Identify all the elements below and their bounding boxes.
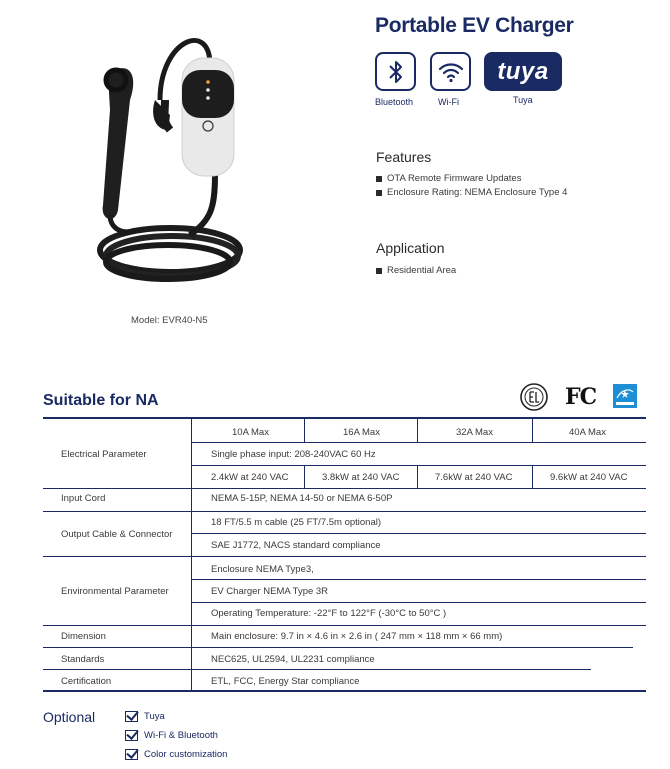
cell-divider: [532, 465, 533, 488]
cell-divider: [304, 465, 305, 488]
output-connector-value: SAE J1772, NACS standard compliance: [211, 540, 381, 551]
application-heading: Application: [376, 240, 445, 256]
environmental-value-2: EV Charger NEMA Type 3R: [211, 586, 329, 597]
features-list: [376, 172, 567, 200]
power-40a: 9.6kW at 240 VAC: [550, 472, 628, 483]
table-column-divider: [191, 419, 192, 690]
row-divider: [43, 556, 646, 557]
row-divider: [191, 442, 646, 443]
row-divider: [43, 625, 646, 626]
current-40a: 40A Max: [569, 427, 606, 438]
wifi-feature: [430, 52, 471, 91]
optional-item-color: Color customization: [125, 749, 227, 760]
electrical-parameter-label: Electrical Parameter: [61, 449, 147, 460]
list-item: Residential Area: [376, 264, 456, 278]
bluetooth-label: Bluetooth: [375, 97, 414, 107]
checkbox-icon: [125, 730, 138, 741]
features-heading: Features: [376, 149, 432, 165]
certification-label: Certification: [61, 676, 112, 687]
input-cord-label: Input Cord: [61, 493, 106, 504]
environmental-value-3: Operating Temperature: -22°F to 122°F (-30°C to 50°C ): [211, 608, 447, 619]
cell-divider: [532, 419, 533, 442]
dimension-value: Main enclosure: 9.7 in × 4.6 in × 2.6 in ( 247 mm × 118 mm × 66 mm): [211, 631, 503, 642]
cell-divider: [417, 465, 418, 488]
optional-heading: Optional: [43, 709, 96, 725]
wifi-icon: [438, 61, 464, 83]
environmental-value-1: Enclosure NEMA Type3,: [211, 564, 314, 575]
model-number: Model: EVR40-N5: [131, 315, 208, 326]
tuya-logo-text: tuya: [497, 57, 549, 85]
environmental-parameter-label: Environmental Parameter: [61, 586, 169, 597]
table-bottom-rule: [43, 690, 646, 692]
row-divider: [191, 533, 646, 534]
application-list: [376, 264, 456, 278]
output-cable-value: 18 FT/5.5 m cable (25 FT/7.5m optional): [211, 517, 382, 528]
list-item: Enclosure Rating: NEMA Enclosure Type 4: [376, 186, 567, 200]
tuya-logo: [484, 52, 562, 91]
input-cord-value: NEMA 5-15P, NEMA 14-50 or NEMA 6-50P: [211, 493, 393, 504]
checkbox-icon: [125, 749, 138, 760]
row-divider: [191, 602, 646, 603]
bluetooth-feature: [375, 52, 416, 91]
row-divider: [43, 647, 633, 648]
table-top-rule: [43, 417, 646, 419]
standards-value: NEC625, UL2594, UL2231 compliance: [211, 654, 375, 665]
cell-divider: [304, 419, 305, 442]
optional-item-wifi-bluetooth: Wi-Fi & Bluetooth: [125, 730, 218, 741]
row-divider: [191, 465, 646, 466]
bluetooth-icon: [386, 59, 406, 85]
optional-item-tuya: Tuya: [125, 711, 165, 722]
row-divider: [191, 579, 646, 580]
row-divider: [43, 511, 646, 512]
list-item: OTA Remote Firmware Updates: [376, 172, 567, 186]
energy-star-icon: [613, 384, 637, 408]
power-32a: 7.6kW at 240 VAC: [435, 472, 513, 483]
tuya-label: Tuya: [513, 95, 533, 105]
standards-label: Standards: [61, 654, 105, 665]
fc-logo: FC: [565, 384, 597, 410]
cell-divider: [417, 419, 418, 442]
page-title: Portable EV Charger: [375, 14, 574, 37]
power-16a: 3.8kW at 240 VAC: [322, 472, 400, 483]
dimension-label: Dimension: [61, 631, 106, 642]
current-10a: 10A Max: [232, 427, 269, 438]
product-image: [70, 20, 270, 290]
output-cable-label: Output Cable & Connector: [61, 529, 173, 540]
row-divider: [43, 488, 646, 489]
current-16a: 16A Max: [343, 427, 380, 438]
etl-logo: [519, 382, 549, 412]
energy-star-logo: [613, 384, 637, 408]
suitable-for-title: Suitable for NA: [43, 392, 159, 409]
input-spec: Single phase input: 208-240VAC 60 Hz: [211, 449, 376, 460]
current-32a: 32A Max: [456, 427, 493, 438]
checkbox-icon: [125, 711, 138, 722]
power-10a: 2.4kW at 240 VAC: [211, 472, 289, 483]
row-divider: [43, 669, 591, 670]
wifi-label: Wi-Fi: [438, 97, 459, 107]
certification-value: ETL, FCC, Energy Star compliance: [211, 676, 360, 687]
